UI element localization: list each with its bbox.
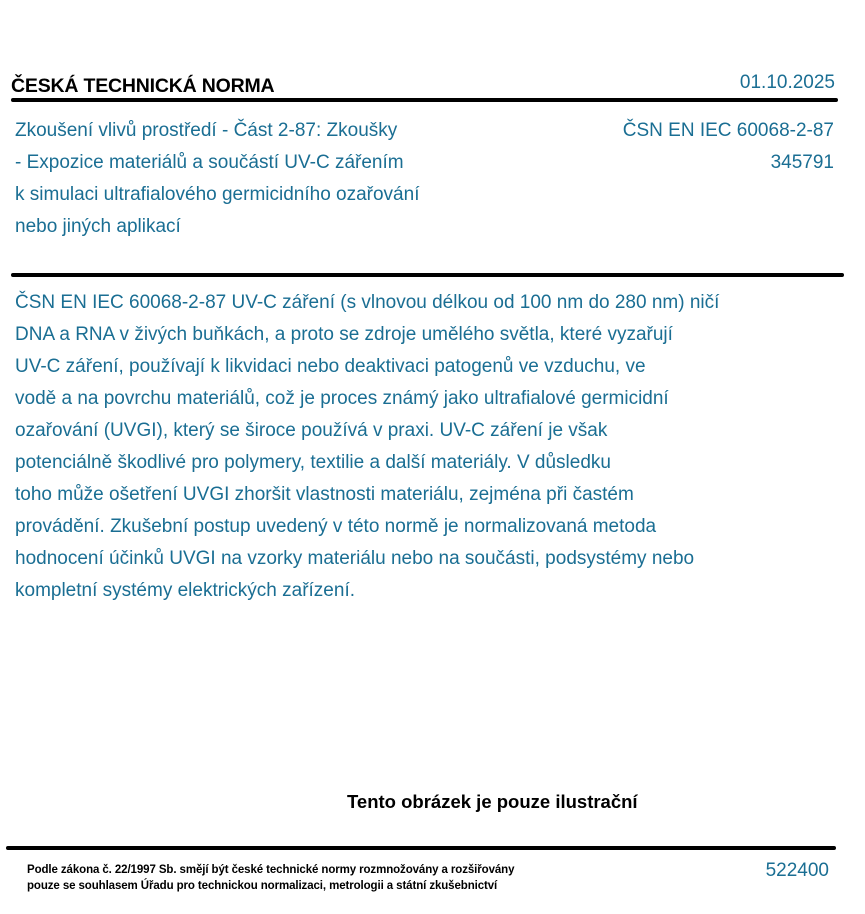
abstract-text (15, 287, 855, 607)
classification-number: 345791 (770, 152, 834, 173)
standard-title-line: Zkoušení vlivů prostředí - Část 2-87: Zkoušky (15, 120, 398, 141)
abstract-line: potenciálně škodlivé pro polymery, textilie a další materiály. V důsledku (15, 452, 611, 473)
abstract-line: provádění. Zkušební postup uvedený v této normě je normalizovaná metoda (15, 516, 657, 537)
standard-title (15, 115, 495, 243)
title-divider (11, 273, 844, 277)
footer-divider (6, 846, 836, 850)
abstract-line: vodě a na povrchu materiálů, což je proces známý jako ultrafialové germicidní (15, 388, 669, 409)
standard-title-line: nebo jiných aplikací (15, 216, 181, 237)
legal-notice-line: pouze se souhlasem Úřadu pro technickou normalizaci, metrologii a státní zkušebnictví (27, 880, 498, 892)
abstract-line: DNA a RNA v živých buňkách, a proto se zdroje umělého světla, které vyzařují (15, 324, 673, 345)
illustration-disclaimer: Tento obrázek je pouze ilustrační (347, 791, 638, 812)
standard-title-line: - Expozice materiálů a součástí UV-C zářením (15, 152, 404, 173)
abstract-line: ČSN EN IEC 60068-2-87 UV-C záření (s vlnovou délkou od 100 nm do 280 nm) ničí (15, 292, 720, 313)
header-divider (11, 98, 838, 102)
abstract-line: ozařování (UVGI), který se široce používá v praxi. UV-C záření je však (15, 420, 608, 441)
abstract-line: UV-C záření, používají k likvidaci nebo deaktivaci patogenů ve vzduchu, ve (15, 356, 646, 377)
standard-title-line: k simulaci ultrafialového germicidního ozařování (15, 184, 420, 205)
abstract-line: toho může ošetření UVGI zhoršit vlastnosti materiálu, zejména při častém (15, 484, 634, 505)
abstract-line: hodnocení účinků UVGI na vzorky materiálu nebo na součásti, podsystémy nebo (15, 548, 695, 569)
legal-notice-line: Podle zákona č. 22/1997 Sb. smějí být české technické normy rozmnožovány a rozšiřovány (27, 864, 515, 876)
standard-code: ČSN EN IEC 60068-2-87 (622, 120, 834, 141)
legal-notice (27, 862, 514, 894)
publication-date: 01.10.2025 (739, 72, 835, 93)
abstract-line: kompletní systémy elektrických zařízení. (15, 580, 355, 601)
document-header-title: ČESKÁ TECHNICKÁ NORMA (11, 75, 275, 97)
catalog-number: 522400 (765, 860, 829, 881)
